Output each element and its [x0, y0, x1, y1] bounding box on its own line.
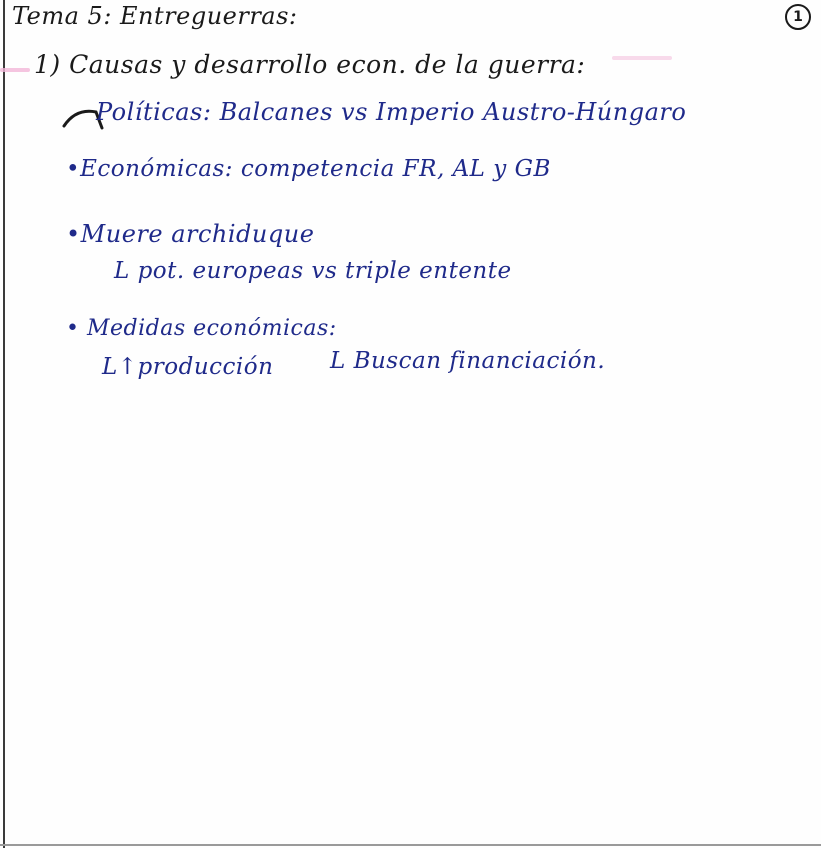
item-medidas-economicas: • Medidas económicas:	[66, 316, 337, 341]
item-politicas: Políticas: Balcanes vs Imperio Austro-Húngaro	[96, 98, 687, 126]
page-number: 1	[785, 4, 811, 30]
subitem-produccion: L↑producción	[102, 354, 274, 380]
section-heading: 1) Causas y desarrollo econ. de la guerra:	[34, 50, 586, 79]
highlighter-mark-left	[0, 68, 30, 72]
margin-line	[3, 0, 5, 848]
item-economicas: •Económicas: competencia FR, AL y GB	[66, 156, 551, 182]
bottom-rule	[0, 844, 821, 846]
subitem-financiacion: L Buscan financiación.	[330, 348, 606, 374]
highlighter-mark-right	[612, 56, 672, 60]
subitem-potencias: L pot. europeas vs triple entente	[114, 258, 512, 284]
item-muere-archiduque: •Muere archiduque	[66, 220, 315, 248]
page-title: Tema 5: Entreguerras:	[12, 2, 298, 30]
